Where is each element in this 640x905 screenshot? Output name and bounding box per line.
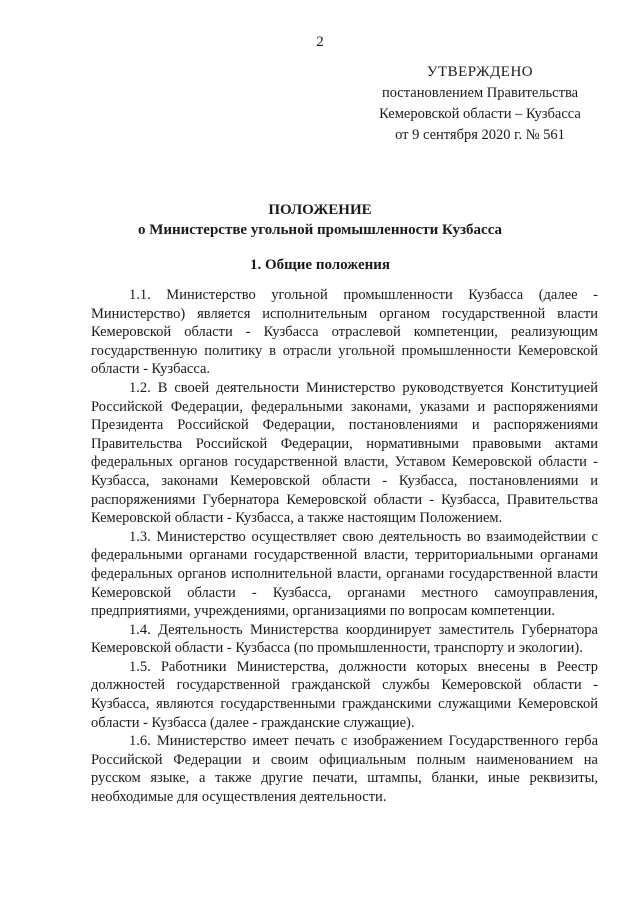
approval-title: УТВЕРЖДЕНО	[426, 64, 534, 80]
paragraph-1-3: 1.3. Министерство осуществляет свою деятельность во взаимодействии с федеральными органами государственной власти, территориальными органами федеральных органов исполнительной власти, органами государственной власти Кемеровской области - Кузбасса, органами местного самоуправления, предприятиями, учреждениями, организациями по вопросам компетенции.	[91, 528, 598, 620]
paragraph-1-1: 1.1. Министерство угольной промышленности Кузбасса (далее - Министерство) является исполнительным органом государственной власти Кемеровской области - Кузбасса отраслевой компетенции, реализующим государственную политику в отрасли угольной промышленности Кемеровской области - Кузбасса.	[91, 287, 598, 378]
paragraph-1-5: 1.5. Работники Министерства, должности которых внесены в Реестр должностей государственной гражданской службы Кемеровской области - Кузбасса, являются государственными гражданскими служащими Кемеровской области - Кузбасса (далее - гражданские служащие).	[91, 658, 598, 731]
approval-line-2: Кемеровской области – Кузбасса	[379, 106, 581, 122]
page-number: 2	[316, 34, 324, 50]
paragraph-1-4: 1.4. Деятельность Министерства координирует заместитель Губернатора Кемеровской области - Кузбасса (по промышленности, транспорту и экологии).	[91, 621, 598, 657]
section-body	[91, 286, 598, 807]
document-heading	[0, 200, 640, 240]
document-subtitle: о Министерстве угольной промышленности Кузбасса	[137, 222, 503, 238]
document-title: ПОЛОЖЕНИЕ	[268, 202, 372, 218]
approval-stamp	[345, 62, 615, 146]
approval-line-3: от 9 сентября 2020 г. № 561	[395, 127, 565, 143]
section-heading: 1. Общие положения	[249, 257, 391, 273]
paragraph-1-2: 1.2. В своей деятельности Министерство руководствуется Конституцией Российской Федерации, федеральными законами, указами и распоряжениями Президента Российской Федерации, постановлениями и распоряжениями Правительства Российской Федерации, нормативными правовыми актами федеральных органов государственной власти, Уставом Кемеровской области - Кузбасса, законами Кемеровской области - Кузбасса, постановлениями и распоряжениями Губернатора Кемеровской области - Кузбасса, Правительства Кемеровской области - Кузбасса, а также настоящим Положением.	[91, 379, 598, 527]
approval-line-1: постановлением Правительства	[381, 85, 579, 101]
paragraph-1-6: 1.6. Министерство имеет печать с изображением Государственного герба Российской Федерации и своим официальным полным наименованием на русском языке, а также другие печати, штампы, бланки, иные реквизиты, необходимые для осуществления деятельности.	[91, 733, 598, 806]
